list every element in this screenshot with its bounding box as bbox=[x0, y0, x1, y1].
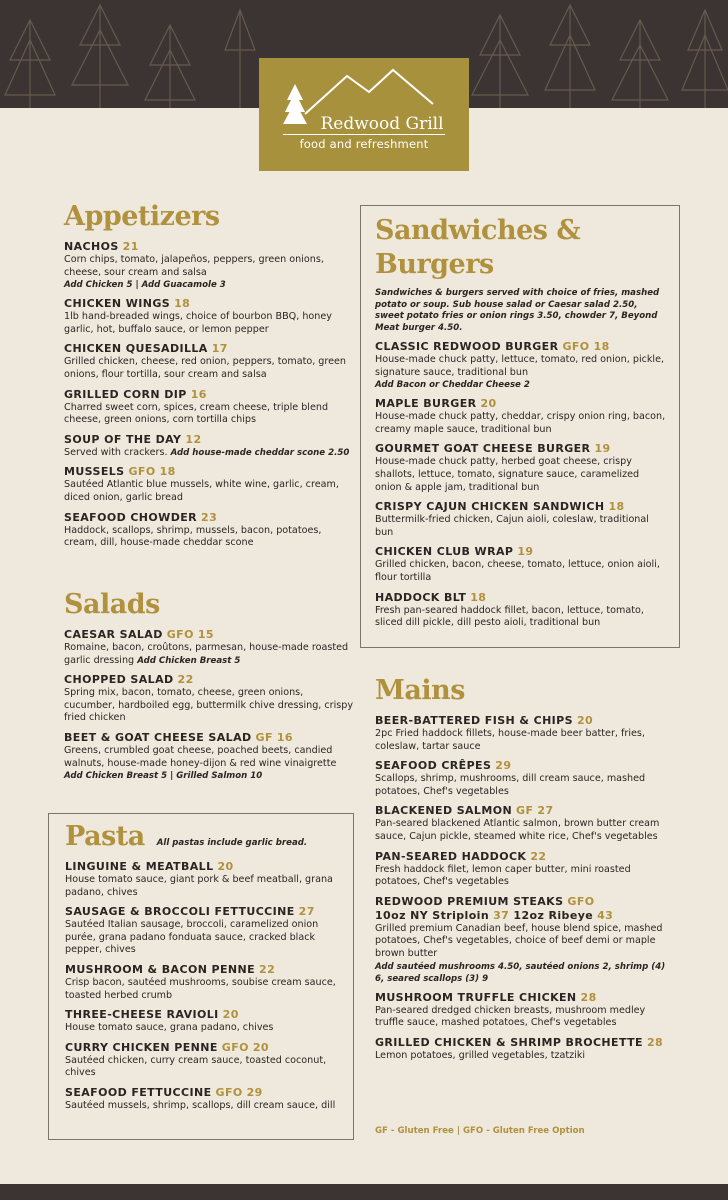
item-desc-text: Buttermilk-fried chicken, Cajun aioli, coleslaw, traditional bun bbox=[375, 514, 649, 538]
section-title: Mains bbox=[375, 675, 465, 706]
option-price: 37 bbox=[493, 908, 510, 922]
menu-item bbox=[65, 1041, 341, 1080]
item-price: 19 bbox=[594, 442, 611, 456]
item-description bbox=[65, 919, 341, 957]
item-name: BEET & GOAT CHEESE SALAD bbox=[64, 730, 252, 744]
menu-item bbox=[375, 895, 670, 985]
item-header bbox=[375, 397, 667, 411]
item-price: 15 bbox=[197, 628, 214, 641]
item-description bbox=[375, 773, 670, 798]
item-price: 27 bbox=[298, 905, 315, 919]
item-header bbox=[64, 297, 354, 311]
dietary-tag: GFO bbox=[128, 465, 156, 479]
dietary-tag: GFO bbox=[567, 894, 595, 908]
brand-name: Redwood Grill bbox=[320, 114, 444, 134]
option-name: 10oz NY Striploin bbox=[375, 908, 490, 922]
menu-item bbox=[65, 1086, 341, 1113]
item-price: 29 bbox=[495, 759, 512, 773]
menu-item bbox=[375, 714, 670, 753]
item-header bbox=[65, 1041, 341, 1055]
footer-band bbox=[0, 1184, 728, 1200]
item-description bbox=[64, 479, 354, 504]
item-desc-text: Sautéed chicken, curry cream sauce, toasted coconut, chives bbox=[65, 1054, 327, 1079]
item-desc-text: Scallops, shrimp, mushrooms, dill cream sauce, mashed potatoes, Chef's vegetables bbox=[375, 773, 646, 797]
item-header bbox=[64, 433, 354, 447]
menu-item bbox=[64, 673, 354, 725]
menu-item bbox=[64, 342, 354, 381]
item-price: 28 bbox=[646, 1035, 664, 1049]
menu-item bbox=[65, 860, 341, 899]
dietary-tag: GFO bbox=[562, 340, 590, 353]
menu-item bbox=[375, 340, 667, 391]
mains-section bbox=[375, 674, 670, 1062]
item-header bbox=[64, 465, 354, 479]
item-desc-text: Haddock, scallops, shrimp, mussels, bacon, potatoes, cream, dill, house-made cheddar scone bbox=[64, 524, 322, 549]
item-desc-text: Spring mix, bacon, tomato, cheese, green onions, cucumber, hardboiled egg, buttermilk chive dressing, crispy fried chicken bbox=[64, 687, 354, 724]
menu-item bbox=[65, 1008, 341, 1035]
item-name: MUSHROOM & BACON PENNE bbox=[65, 962, 256, 976]
menu-item bbox=[375, 991, 670, 1030]
item-name: NACHOS bbox=[64, 240, 119, 253]
menu-item bbox=[375, 591, 667, 630]
menu-item bbox=[375, 804, 670, 843]
item-name: CHICKEN QUESADILLA bbox=[64, 342, 208, 356]
menu-item bbox=[375, 442, 667, 494]
dietary-tag: GF bbox=[255, 730, 273, 744]
item-desc-text: Served with crackers. bbox=[64, 446, 168, 458]
item-price: 20 bbox=[222, 1008, 239, 1022]
item-desc-text: Sautéed Italian sausage, broccoli, caramelized onion purée, grana padano fonduata sauce, cracked black pepper, chives bbox=[65, 919, 319, 956]
item-price: 22 bbox=[259, 962, 276, 976]
menu-list bbox=[375, 340, 667, 630]
item-header bbox=[375, 895, 670, 909]
item-name: SOUP OF THE DAY bbox=[64, 432, 182, 446]
item-price: 19 bbox=[517, 545, 534, 559]
dietary-tag: GF bbox=[516, 804, 534, 818]
item-description bbox=[375, 559, 667, 584]
item-header bbox=[64, 731, 354, 745]
menu-item bbox=[65, 905, 341, 957]
pasta-note: All pastas include garlic bread. bbox=[156, 838, 308, 848]
item-price: 16 bbox=[190, 387, 207, 401]
item-desc-text: Corn chips, tomato, jalapeños, peppers, green onions, cheese, sour cream and salsa bbox=[64, 254, 324, 278]
menu-item bbox=[375, 500, 667, 539]
item-desc-text: Crisp bacon, sautéed mushrooms, soubise cream sauce, toasted herbed crumb bbox=[65, 976, 336, 1001]
item-description bbox=[64, 447, 354, 460]
menu-item bbox=[64, 511, 354, 550]
menu-item bbox=[64, 731, 354, 782]
item-name: SEAFOOD FETTUCCINE bbox=[65, 1085, 212, 1099]
item-price: 18 bbox=[470, 590, 487, 604]
item-description bbox=[64, 687, 354, 725]
menu-item bbox=[64, 297, 354, 336]
item-desc-text: Grilled chicken, bacon, cheese, tomato, lettuce, onion aioli, flour tortilla bbox=[375, 559, 660, 583]
item-description bbox=[375, 514, 667, 539]
item-name: CHICKEN CLUB WRAP bbox=[375, 545, 514, 559]
item-name: MUSHROOM TRUFFLE CHICKEN bbox=[375, 990, 577, 1004]
item-header bbox=[375, 591, 667, 605]
menu-item bbox=[64, 388, 354, 427]
item-name: THREE-CHEESE RAVIOLI bbox=[65, 1008, 219, 1022]
item-name: CLASSIC REDWOOD BURGER bbox=[375, 340, 559, 353]
menu-list bbox=[64, 240, 354, 550]
item-name: LINGUINE & MEATBALL bbox=[65, 860, 214, 873]
item-desc-text: Pan-seared blackened Atlantic salmon, brown butter cream sauce, Cajun pickle, steamed white rice, Chef's vegetables bbox=[375, 818, 660, 842]
section-title: Salads bbox=[64, 589, 160, 620]
item-price: 20 bbox=[252, 1040, 269, 1054]
item-header bbox=[65, 905, 341, 919]
item-price: 22 bbox=[530, 849, 547, 863]
menu-item bbox=[375, 850, 670, 889]
option-name: 12oz Ribeye bbox=[513, 908, 594, 922]
item-addon: Add house-made cheddar scone 2.50 bbox=[170, 447, 350, 458]
item-description bbox=[375, 818, 670, 843]
item-addon: Add Chicken Breast 5 | Grilled Salmon 10 bbox=[64, 771, 263, 782]
item-header bbox=[375, 850, 670, 864]
item-price: 20 bbox=[576, 714, 594, 727]
item-description bbox=[65, 977, 341, 1002]
item-price: 27 bbox=[537, 804, 554, 818]
section-title: Pasta bbox=[65, 821, 145, 852]
item-description bbox=[64, 525, 354, 550]
item-price: 18 bbox=[159, 465, 176, 479]
item-desc-text: Pan-seared dredged chicken breasts, mushroom medley truffle sauce, mashed potatoes, Chef's vegetables bbox=[375, 1004, 646, 1029]
item-name: HADDOCK BLT bbox=[375, 590, 467, 604]
item-desc-text: Grilled chicken, cheese, red onion, peppers, tomato, green onions, flour tortilla, sour cream and salsa bbox=[64, 356, 347, 380]
menu-item bbox=[375, 397, 667, 436]
item-header bbox=[375, 442, 667, 456]
item-name: CAESAR SALAD bbox=[64, 628, 163, 641]
item-price: 28 bbox=[580, 990, 597, 1004]
item-description bbox=[64, 254, 354, 279]
item-name: BLACKENED SALMON bbox=[375, 804, 513, 818]
item-desc-text: House tomato sauce, grana padano, chives bbox=[65, 1022, 274, 1034]
item-price: 22 bbox=[177, 673, 194, 687]
item-price: 16 bbox=[276, 730, 293, 744]
item-name: SEAFOOD CRÊPES bbox=[375, 759, 492, 773]
item-addon: Add Chicken 5 | Add Guacamole 3 bbox=[64, 280, 226, 291]
dietary-legend: GF - Gluten Free | GFO - Gluten Free Option bbox=[375, 1126, 585, 1136]
item-description bbox=[375, 1005, 670, 1030]
item-header bbox=[64, 628, 354, 642]
item-name: GOURMET GOAT CHEESE BURGER bbox=[375, 442, 591, 456]
appetizers-section bbox=[64, 200, 354, 550]
dietary-tag: GFO bbox=[166, 628, 194, 641]
item-name: CURRY CHICKEN PENNE bbox=[65, 1040, 218, 1054]
pasta-section bbox=[48, 813, 354, 1140]
item-header bbox=[375, 991, 670, 1005]
item-description bbox=[64, 745, 354, 770]
item-header bbox=[375, 804, 670, 818]
item-desc-text: House-made chuck patty, herbed goat cheese, crispy shallots, lettuce, tomato, signature sauce, caramelized onion & apple jam, traditional bun bbox=[375, 456, 640, 493]
item-name: CHICKEN WINGS bbox=[64, 297, 171, 311]
item-desc-text: Fresh pan-seared haddock fillet, bacon, lettuce, tomato, sliced dill pickle, dill pesto aioli, traditional bun bbox=[375, 604, 644, 629]
item-desc-text: Charred sweet corn, spices, cream cheese, triple blend cheese, green onions, corn tortilla chips bbox=[64, 401, 329, 426]
item-header bbox=[64, 673, 354, 687]
item-description bbox=[375, 456, 667, 494]
item-addon: Add Chicken Breast 5 bbox=[137, 655, 241, 666]
item-desc-text: House-made chuck patty, lettuce, tomato, red onion, pickle, signature sauce, traditional bun bbox=[375, 354, 665, 378]
item-description bbox=[375, 411, 667, 436]
item-addon: Add sautéed mushrooms 4.50, sautéed onions 2, shrimp (4) 6, seared scallops (3) 9 bbox=[375, 961, 666, 984]
logo-divider bbox=[283, 134, 445, 135]
item-price: 17 bbox=[211, 342, 228, 356]
item-name: SAUSAGE & BROCCOLI FETTUCCINE bbox=[65, 905, 295, 919]
sandwiches-section bbox=[360, 205, 680, 648]
item-header bbox=[375, 759, 670, 773]
item-description bbox=[64, 311, 354, 336]
item-addon: Add Bacon or Cheddar Cheese 2 bbox=[375, 380, 530, 391]
item-price: 18 bbox=[593, 340, 610, 353]
item-desc-text: 2pc Fried haddock fillets, house-made beer batter, fries, coleslaw, tartar sauce bbox=[375, 728, 645, 752]
item-description bbox=[375, 354, 667, 379]
item-price: 12 bbox=[185, 432, 202, 446]
menu-list bbox=[375, 714, 670, 1062]
item-desc-text: Sautéed mussels, shrimp, scallops, dill cream sauce, dill bbox=[65, 1099, 336, 1111]
item-desc-text: Sautéed Atlantic blue mussels, white wine, garlic, cream, diced onion, garlic bread bbox=[64, 479, 339, 503]
item-name: CRISPY CAJUN CHICKEN SANDWICH bbox=[375, 500, 605, 514]
menu-item bbox=[375, 545, 667, 584]
item-header bbox=[65, 860, 341, 874]
item-desc-text: Fresh haddock filet, lemon caper butter, mini roasted potatoes, Chef's vegetables bbox=[375, 863, 631, 888]
sandwiches-note: Sandwiches & burgers served with choice of fries, mashed potato or soup. Sub house salad or Caesar salad 2.50, sweet potato fries or onion rings 3.50, chowder 7, Beyond Meat burger 4.50. bbox=[375, 288, 660, 333]
item-header bbox=[65, 1008, 341, 1022]
item-description bbox=[375, 1050, 670, 1063]
item-description bbox=[65, 1100, 341, 1113]
item-description bbox=[375, 605, 667, 630]
menu-item bbox=[64, 240, 354, 291]
item-description bbox=[375, 728, 670, 753]
item-header bbox=[64, 511, 354, 525]
item-description bbox=[375, 864, 670, 889]
item-price: 23 bbox=[201, 510, 218, 524]
menu-item bbox=[375, 1036, 670, 1063]
item-desc-text: House tomato sauce, giant pork & beef meatball, grana padano, chives bbox=[65, 874, 333, 898]
item-header bbox=[375, 500, 667, 514]
menu-list bbox=[65, 860, 341, 1113]
item-name: PAN-SEARED HADDOCK bbox=[375, 849, 527, 863]
item-description bbox=[64, 356, 354, 381]
item-description bbox=[64, 402, 354, 427]
menu-item bbox=[64, 433, 354, 460]
menu-list bbox=[64, 628, 354, 782]
salads-section bbox=[64, 588, 354, 782]
item-price: 20 bbox=[217, 860, 234, 873]
item-header bbox=[64, 388, 354, 402]
item-header bbox=[64, 240, 354, 254]
item-desc-text: Greens, crumbled goat cheese, poached beets, candied walnuts, house-made honey-dijon & red wine vinaigrette bbox=[64, 744, 337, 769]
item-desc-text: 1lb hand-breaded wings, choice of bourbon BBQ, honey garlic, hot, buffalo sauce, or lemon pepper bbox=[64, 311, 332, 335]
item-options bbox=[375, 909, 670, 923]
dietary-tag: GFO bbox=[221, 1040, 249, 1054]
option-price: 43 bbox=[597, 908, 614, 922]
item-header bbox=[375, 545, 667, 559]
dietary-tag: GFO bbox=[215, 1085, 243, 1099]
section-title: Sandwiches & Burgers bbox=[375, 215, 581, 280]
item-desc-text: Lemon potatoes, grilled vegetables, tzatziki bbox=[375, 1049, 586, 1061]
menu-item bbox=[64, 465, 354, 504]
item-header bbox=[375, 340, 667, 354]
item-price: 18 bbox=[174, 297, 191, 311]
item-name: MAPLE BURGER bbox=[375, 397, 477, 411]
item-name: MUSSELS bbox=[64, 465, 125, 479]
logo bbox=[259, 58, 469, 171]
item-description bbox=[64, 642, 354, 667]
item-header bbox=[65, 1086, 341, 1100]
item-desc-text: Grilled premium Canadian beef, house blend spice, mashed potatoes, Chef's vegetables, choice of beef demi or maple brown butter bbox=[375, 922, 663, 959]
brand-tagline: food and refreshment bbox=[299, 137, 429, 151]
item-name: BEER-BATTERED FISH & CHIPS bbox=[375, 714, 573, 727]
item-desc-text: House-made chuck patty, cheddar, crispy onion ring, bacon, creamy maple sauce, traditional bun bbox=[375, 411, 666, 435]
item-name: CHOPPED SALAD bbox=[64, 673, 174, 687]
menu-item bbox=[64, 628, 354, 667]
item-name: SEAFOOD CHOWDER bbox=[64, 510, 198, 524]
item-description bbox=[65, 1055, 341, 1080]
item-name: GRILLED CORN DIP bbox=[64, 387, 187, 401]
item-name: GRILLED CHICKEN & SHRIMP BROCHETTE bbox=[375, 1035, 643, 1049]
item-name: REDWOOD PREMIUM STEAKS bbox=[375, 894, 564, 908]
item-header bbox=[64, 342, 354, 356]
item-price: 18 bbox=[608, 500, 625, 514]
item-description bbox=[65, 874, 341, 899]
item-header bbox=[65, 963, 341, 977]
item-header bbox=[375, 1036, 670, 1050]
item-price: 20 bbox=[480, 397, 497, 411]
item-header bbox=[375, 714, 670, 728]
item-price: 29 bbox=[246, 1085, 263, 1099]
item-desc-text: Romaine, bacon, croûtons, parmesan, house-made roasted garlic dressing bbox=[64, 642, 349, 666]
item-description bbox=[65, 1022, 341, 1035]
menu-item bbox=[65, 963, 341, 1002]
section-title: Appetizers bbox=[64, 201, 220, 232]
item-description bbox=[375, 923, 670, 961]
item-price: 21 bbox=[122, 240, 139, 253]
menu-item bbox=[375, 759, 670, 798]
